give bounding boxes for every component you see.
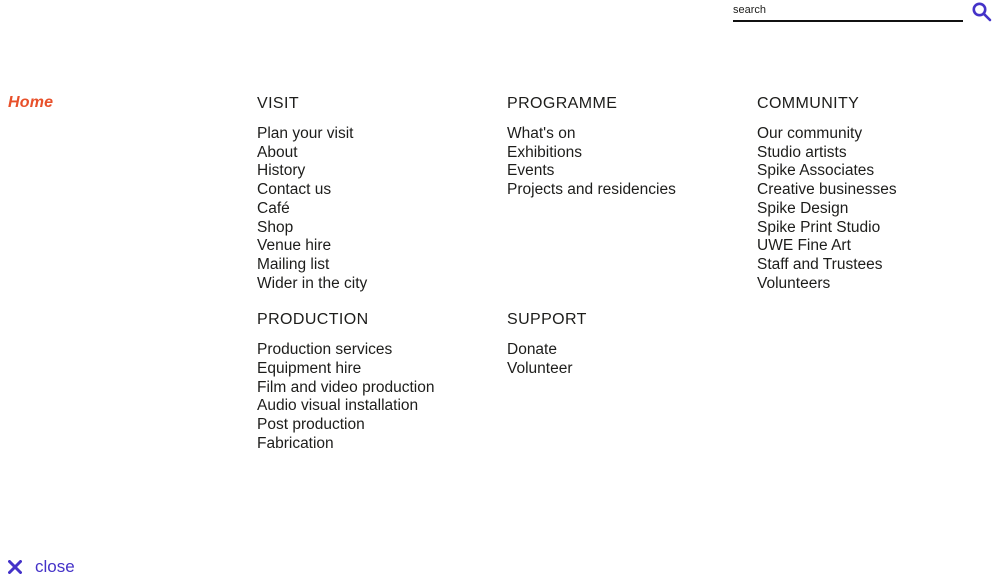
close-button[interactable] <box>8 557 75 577</box>
menu-links-production <box>257 341 507 453</box>
menu-link-mailing-list[interactable]: Mailing list <box>257 255 330 273</box>
menu-link-staff-and-trustees[interactable]: Staff and Trustees <box>757 255 883 273</box>
menu-link-whats-on[interactable]: What's on <box>507 125 576 142</box>
menu-link-projects-and-residencies[interactable]: Projects and residencies <box>507 181 676 199</box>
search-bar <box>733 0 963 22</box>
menu-link-studio-artists[interactable]: Studio artists <box>757 143 847 161</box>
menu-link-volunteers[interactable]: Volunteers <box>757 274 831 292</box>
menu-section-visit <box>257 94 507 293</box>
menu-link-spike-print-studio[interactable]: Spike Print Studio <box>757 218 881 236</box>
menu-section-production <box>257 310 507 453</box>
menu-link-equipment-hire[interactable]: Equipment hire <box>257 360 362 378</box>
menu-link-film-and-video-production[interactable]: Film and video production <box>257 378 435 396</box>
menu-link-audio-visual-installation[interactable]: Audio visual installation <box>257 397 419 415</box>
menu-link-events[interactable]: Events <box>507 162 555 180</box>
close-icon <box>8 560 22 574</box>
menu-link-contact-us[interactable]: Contact us <box>257 181 332 199</box>
section-title-support: SUPPORT <box>507 311 587 329</box>
section-title-visit: VISIT <box>257 95 300 112</box>
menu-link-plan-your-visit[interactable]: Plan your visit <box>257 125 354 142</box>
menu-link-production-services[interactable]: Production services <box>257 341 393 359</box>
menu-link-wider-in-the-city[interactable]: Wider in the city <box>257 274 368 292</box>
menu-links-support <box>507 341 757 378</box>
menu-link-creative-businesses[interactable]: Creative businesses <box>757 181 897 199</box>
menu-link-spike-associates[interactable]: Spike Associates <box>757 162 875 180</box>
menu-link-venue-hire[interactable]: Venue hire <box>257 237 332 255</box>
menu-link-shop[interactable]: Shop <box>257 218 294 236</box>
search-input[interactable] <box>733 0 963 22</box>
menu-links-visit <box>257 125 507 293</box>
section-title-programme: PROGRAMME <box>507 95 618 112</box>
menu-link-volunteer[interactable]: Volunteer <box>507 360 573 378</box>
menu-link-cafe[interactable]: Café <box>257 199 290 217</box>
menu-link-history[interactable]: History <box>257 162 306 180</box>
menu-section-support <box>507 310 757 378</box>
menu-link-our-community[interactable]: Our community <box>757 125 863 142</box>
menu-link-uwe-fine-art[interactable]: UWE Fine Art <box>757 237 851 255</box>
home-link[interactable]: Home <box>8 94 54 111</box>
menu-section-programme <box>507 94 757 200</box>
menu-link-spike-design[interactable]: Spike Design <box>757 199 849 217</box>
search-button[interactable] <box>970 1 994 25</box>
menu-links-programme <box>507 125 757 200</box>
magnifier-icon <box>971 11 993 26</box>
menu-link-exhibitions[interactable]: Exhibitions <box>507 143 582 161</box>
menu-link-post-production[interactable]: Post production <box>257 416 365 434</box>
section-title-production: PRODUCTION <box>257 311 369 329</box>
menu-links-community <box>757 125 1000 293</box>
menu-link-fabrication[interactable]: Fabrication <box>257 434 334 452</box>
menu-link-donate[interactable]: Donate <box>507 341 557 359</box>
main-menu <box>257 94 1000 454</box>
menu-link-about[interactable]: About <box>257 143 298 161</box>
close-label: close <box>35 557 75 576</box>
menu-section-community <box>757 94 1000 293</box>
section-title-community: COMMUNITY <box>757 95 860 112</box>
